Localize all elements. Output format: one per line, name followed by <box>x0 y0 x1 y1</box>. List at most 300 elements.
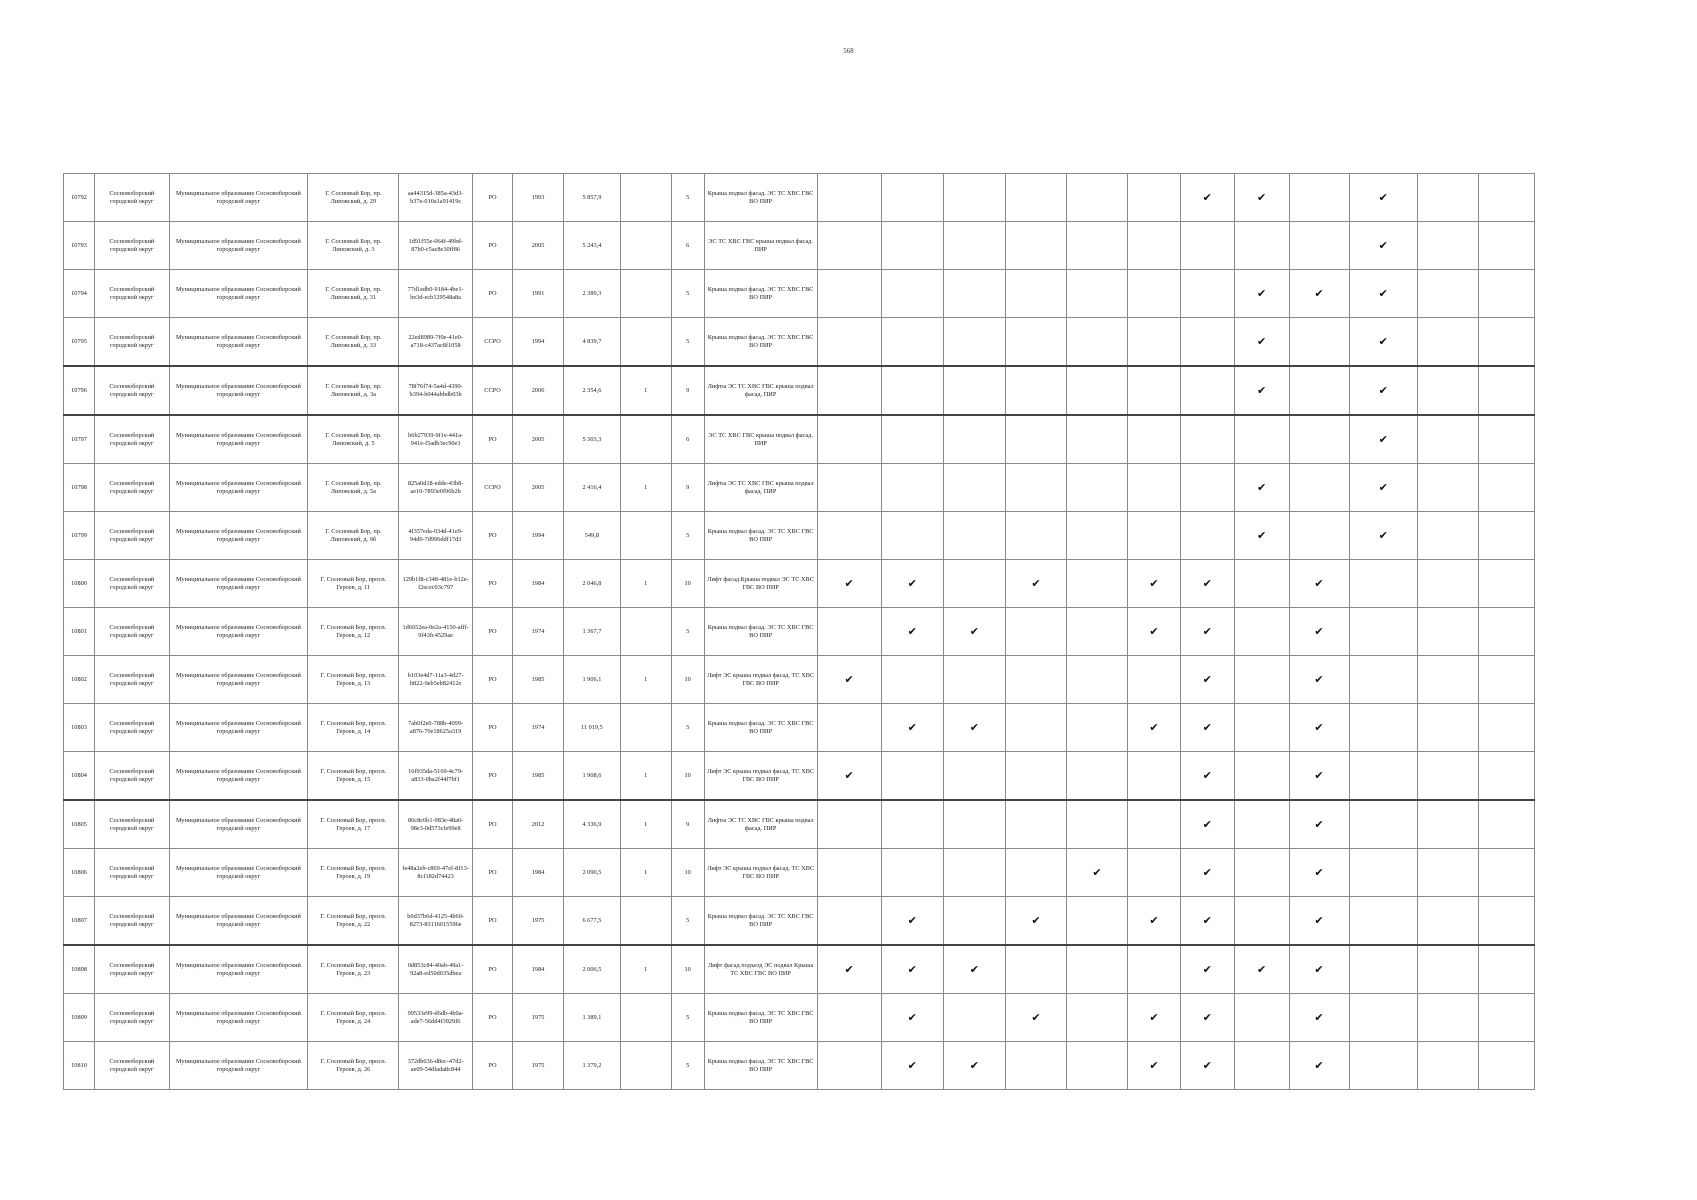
checkmark-icon: ✔ <box>1378 286 1388 300</box>
checkmark-icon: ✔ <box>1314 768 1324 782</box>
area-cell: 2 046,8 <box>563 560 620 608</box>
house-number-cell: 10805 <box>64 800 95 849</box>
work-type-cell <box>881 945 943 994</box>
fund-type-cell: РО <box>472 994 512 1042</box>
table-row <box>64 560 1535 608</box>
work-type-cell <box>1128 318 1181 367</box>
works-list-cell: Крыша подвал фасад. ЭС ТС ХВС ГВС ВО ПИР <box>704 270 817 318</box>
house-number-cell: 10807 <box>64 897 95 946</box>
table-row <box>64 270 1535 318</box>
work-type-cell <box>1066 366 1127 415</box>
work-type-cell <box>1349 318 1417 367</box>
work-type-cell <box>817 366 881 415</box>
checkmark-icon: ✔ <box>1202 576 1212 590</box>
checkmark-icon: ✔ <box>969 720 979 734</box>
house-guid-cell: 825a0d18-edde-43b8-ae10-7893e0f96b2b <box>399 464 472 512</box>
area-cell: 2 354,6 <box>563 366 620 415</box>
work-type-cell <box>817 608 881 656</box>
checkmark-icon: ✔ <box>844 576 854 590</box>
work-type-cell <box>1066 800 1127 849</box>
checkmark-icon: ✔ <box>1202 190 1212 204</box>
district-cell: Сосновоборский городской округ <box>95 1042 170 1090</box>
checkmark-icon: ✔ <box>1149 624 1159 638</box>
address-cell: Г. Сосновый Бор, пр. Липовский, д. 5а <box>308 464 399 512</box>
area-cell: 2 416,4 <box>563 464 620 512</box>
checkmark-icon: ✔ <box>1314 962 1324 976</box>
table-row <box>64 512 1535 560</box>
address-cell: Г. Сосновый Бор, просп. Героев, д. 13 <box>308 656 399 704</box>
district-cell: Сосновоборский городской округ <box>95 464 170 512</box>
area-cell: 6 677,5 <box>563 897 620 946</box>
table-row <box>64 656 1535 704</box>
works-list-cell: Крыша подвал фасад. ЭС ТС ХВС ГВС ВО ПИР <box>704 512 817 560</box>
municipality-cell: Муниципальное образование Сосновоборский городской округ <box>169 512 308 560</box>
work-type-cell <box>1128 945 1181 994</box>
work-type-cell <box>1289 897 1349 946</box>
work-type-cell <box>1005 366 1066 415</box>
district-cell: Сосновоборский городской округ <box>95 270 170 318</box>
work-type-cell <box>1128 1042 1181 1090</box>
work-type-cell <box>1180 512 1234 560</box>
area-cell: 1 389,1 <box>563 994 620 1042</box>
work-type-cell <box>1478 464 1534 512</box>
lifts-count-cell: 1 <box>620 800 671 849</box>
work-type-cell <box>1128 222 1181 270</box>
area-cell: 4 336,9 <box>563 800 620 849</box>
build-year-cell: 1975 <box>513 897 564 946</box>
checkmark-icon: ✔ <box>1314 817 1324 831</box>
checkmark-icon: ✔ <box>1149 1058 1159 1072</box>
work-type-cell <box>943 849 1005 897</box>
address-cell: Г. Сосновый Бор, пр. Липовский, д. 3 <box>308 222 399 270</box>
floors-cell: 5 <box>671 512 704 560</box>
floors-cell: 5 <box>671 897 704 946</box>
house-guid-cell: b6b27939-9f1e-441a-941e-f5adb3ec90e3 <box>399 415 472 464</box>
district-cell: Сосновоборский городской округ <box>95 897 170 946</box>
table-row <box>64 464 1535 512</box>
work-type-cell <box>817 560 881 608</box>
work-type-cell <box>817 415 881 464</box>
work-type-cell <box>1478 512 1534 560</box>
floors-cell: 5 <box>671 174 704 222</box>
works-list-cell: Крыша подвал фасад. ЭС ТС ХВС ГВС ВО ПИР <box>704 318 817 367</box>
work-type-cell <box>1180 174 1234 222</box>
municipality-cell: Муниципальное образование Сосновоборский городской округ <box>169 752 308 801</box>
work-type-cell <box>1289 415 1349 464</box>
area-cell: 4 839,7 <box>563 318 620 367</box>
lifts-count-cell <box>620 318 671 367</box>
lifts-count-cell: 1 <box>620 849 671 897</box>
work-type-cell <box>817 512 881 560</box>
address-cell: Г. Сосновый Бор, пр. Липовский, д. 9б <box>308 512 399 560</box>
work-type-cell <box>881 415 943 464</box>
build-year-cell: 1974 <box>513 608 564 656</box>
work-type-cell <box>1005 174 1066 222</box>
work-type-cell <box>1349 222 1417 270</box>
works-list-cell: Лифт ЭС крыша подвал фасад. ТС ХВС ГВС ВО ПИР <box>704 752 817 801</box>
work-type-cell <box>1234 945 1289 994</box>
work-type-cell <box>1289 1042 1349 1090</box>
work-type-cell <box>1349 994 1417 1042</box>
work-type-cell <box>1066 849 1127 897</box>
work-type-cell <box>943 174 1005 222</box>
checkmark-icon: ✔ <box>1256 528 1267 542</box>
work-type-cell <box>1128 512 1181 560</box>
work-type-cell <box>1478 270 1534 318</box>
work-type-cell <box>817 704 881 752</box>
floors-cell: 5 <box>671 994 704 1042</box>
municipality-cell: Муниципальное образование Сосновоборский городской округ <box>169 656 308 704</box>
work-type-cell <box>881 656 943 704</box>
lifts-count-cell <box>620 415 671 464</box>
checkmark-icon: ✔ <box>969 624 979 638</box>
work-type-cell <box>1128 415 1181 464</box>
lifts-count-cell: 1 <box>620 560 671 608</box>
build-year-cell: 2005 <box>513 222 564 270</box>
work-type-cell <box>817 222 881 270</box>
work-type-cell <box>1417 1042 1478 1090</box>
municipality-cell: Муниципальное образование Сосновоборский городской округ <box>169 994 308 1042</box>
work-type-cell <box>1478 800 1534 849</box>
house-guid-cell: 1d6652ea-0e2a-4150-afff-9f43fc4529ae <box>399 608 472 656</box>
fund-type-cell: РО <box>472 800 512 849</box>
checkmark-icon: ✔ <box>907 624 917 638</box>
work-type-cell <box>1478 704 1534 752</box>
municipality-cell: Муниципальное образование Сосновоборский городской округ <box>169 318 308 367</box>
table-row <box>64 945 1535 994</box>
address-cell: Г. Сосновый Бор, пр. Липовский, д. 31 <box>308 270 399 318</box>
work-type-cell <box>1180 800 1234 849</box>
lifts-count-cell <box>620 608 671 656</box>
work-type-cell <box>1349 752 1417 801</box>
table-row <box>64 174 1535 222</box>
house-guid-cell: 0d853c84-40ab-49a1-92a8-ed50d035dbea <box>399 945 472 994</box>
build-year-cell: 1993 <box>513 174 564 222</box>
work-type-cell <box>1417 464 1478 512</box>
house-guid-cell: b103e4d7-11a3-4d27-b822-9eb5eb82412e <box>399 656 472 704</box>
registry-body <box>64 174 1535 1090</box>
work-type-cell <box>1478 994 1534 1042</box>
work-type-cell <box>817 752 881 801</box>
house-guid-cell: 4f357eda-034d-41e9-94d0-7d996ddf17d3 <box>399 512 472 560</box>
work-type-cell <box>943 464 1005 512</box>
district-cell: Сосновоборский городской округ <box>95 849 170 897</box>
build-year-cell: 1984 <box>513 945 564 994</box>
work-type-cell <box>1417 174 1478 222</box>
fund-type-cell: РО <box>472 1042 512 1090</box>
works-list-cell: Лифты ЭС ТС ХВС ГВС крыша подвал фасад. ПИР <box>704 366 817 415</box>
municipality-cell: Муниципальное образование Сосновоборский городской округ <box>169 366 308 415</box>
build-year-cell: 1994 <box>513 512 564 560</box>
area-cell: 549,8 <box>563 512 620 560</box>
work-type-cell <box>1005 1042 1066 1090</box>
work-type-cell <box>881 849 943 897</box>
house-guid-cell: 78f76f74-5a4d-4390-b394-b044abbdb03b <box>399 366 472 415</box>
checkmark-icon: ✔ <box>1314 286 1324 300</box>
work-type-cell <box>1234 752 1289 801</box>
checkmark-icon: ✔ <box>907 576 917 590</box>
floors-cell: 10 <box>671 560 704 608</box>
work-type-cell <box>1180 366 1234 415</box>
works-list-cell: ЭС ТС ХВС ГВС крыша подвал фасад. ПИР <box>704 415 817 464</box>
checkmark-icon: ✔ <box>907 720 917 734</box>
work-type-cell <box>1478 222 1534 270</box>
work-type-cell <box>1289 318 1349 367</box>
checkmark-icon: ✔ <box>1202 672 1212 686</box>
work-type-cell <box>1478 1042 1534 1090</box>
work-type-cell <box>1289 464 1349 512</box>
works-list-cell: Крыша подвал фасад. ЭС ТС ХВС ГВС ВО ПИР <box>704 994 817 1042</box>
house-number-cell: 10803 <box>64 704 95 752</box>
area-cell: 5 303,3 <box>563 415 620 464</box>
house-number-cell: 10792 <box>64 174 95 222</box>
build-year-cell: 1975 <box>513 994 564 1042</box>
work-type-cell <box>1005 897 1066 946</box>
fund-type-cell: РО <box>472 415 512 464</box>
work-type-cell <box>817 656 881 704</box>
work-type-cell <box>1417 897 1478 946</box>
house-number-cell: 10804 <box>64 752 95 801</box>
lifts-count-cell <box>620 897 671 946</box>
build-year-cell: 1991 <box>513 270 564 318</box>
municipality-cell: Муниципальное образование Сосновоборский городской округ <box>169 608 308 656</box>
work-type-cell <box>817 945 881 994</box>
work-type-cell <box>817 849 881 897</box>
checkmark-icon: ✔ <box>1256 962 1267 976</box>
district-cell: Сосновоборский городской округ <box>95 994 170 1042</box>
checkmark-icon: ✔ <box>1314 1058 1324 1072</box>
checkmark-icon: ✔ <box>844 768 854 782</box>
checkmark-icon: ✔ <box>1202 962 1212 976</box>
lifts-count-cell: 1 <box>620 464 671 512</box>
district-cell: Сосновоборский городской округ <box>95 174 170 222</box>
work-type-cell <box>1417 512 1478 560</box>
work-type-cell <box>1180 656 1234 704</box>
table-row <box>64 608 1535 656</box>
lifts-count-cell: 1 <box>620 945 671 994</box>
work-type-cell <box>1289 945 1349 994</box>
address-cell: Г. Сосновый Бор, просп. Героев, д. 17 <box>308 800 399 849</box>
work-type-cell <box>881 897 943 946</box>
work-type-cell <box>1234 560 1289 608</box>
floors-cell: 6 <box>671 222 704 270</box>
work-type-cell <box>1478 318 1534 367</box>
district-cell: Сосновоборский городской округ <box>95 366 170 415</box>
house-number-cell: 10794 <box>64 270 95 318</box>
build-year-cell: 1974 <box>513 704 564 752</box>
work-type-cell <box>1349 608 1417 656</box>
address-cell: Г. Сосновый Бор, просп. Героев, д. 15 <box>308 752 399 801</box>
work-type-cell <box>817 1042 881 1090</box>
table-row <box>64 704 1535 752</box>
checkmark-icon: ✔ <box>1149 1010 1159 1024</box>
area-cell: 1 367,7 <box>563 608 620 656</box>
work-type-cell <box>1128 464 1181 512</box>
work-type-cell <box>1289 752 1349 801</box>
house-guid-cell: fe48a2eb-c869-47ef-8f13-8cf182d74423 <box>399 849 472 897</box>
work-type-cell <box>1128 897 1181 946</box>
checkmark-icon: ✔ <box>1031 576 1041 590</box>
work-type-cell <box>1128 994 1181 1042</box>
work-type-cell <box>1289 994 1349 1042</box>
work-type-cell <box>1478 608 1534 656</box>
work-type-cell <box>1066 222 1127 270</box>
work-type-cell <box>1128 560 1181 608</box>
works-list-cell: Лифты ЭС ТС ХВС ГВС крыша подвал фасад. ПИР <box>704 800 817 849</box>
work-type-cell <box>1478 849 1534 897</box>
work-type-cell <box>1128 608 1181 656</box>
work-type-cell <box>1066 656 1127 704</box>
works-list-cell: Лифт фасад.Крыша подвал ЭС ТС ХВС ГВС ВО ПИР <box>704 560 817 608</box>
work-type-cell <box>1005 222 1066 270</box>
build-year-cell: 2005 <box>513 464 564 512</box>
district-cell: Сосновоборский городской округ <box>95 222 170 270</box>
house-guid-cell: 129b1f8-c348-481e-b12e-f2ecec03c797 <box>399 560 472 608</box>
work-type-cell <box>1234 415 1289 464</box>
work-type-cell <box>817 464 881 512</box>
checkmark-icon: ✔ <box>1314 913 1324 927</box>
work-type-cell <box>1478 560 1534 608</box>
work-type-cell <box>1066 704 1127 752</box>
work-type-cell <box>943 512 1005 560</box>
work-type-cell <box>1234 222 1289 270</box>
work-type-cell <box>1128 752 1181 801</box>
work-type-cell <box>1417 752 1478 801</box>
area-cell: 1 379,2 <box>563 1042 620 1090</box>
area-cell: 2 389,3 <box>563 270 620 318</box>
checkmark-icon: ✔ <box>1149 913 1159 927</box>
checkmark-icon: ✔ <box>907 1010 917 1024</box>
checkmark-icon: ✔ <box>1378 190 1388 204</box>
municipality-cell: Муниципальное образование Сосновоборский городской округ <box>169 270 308 318</box>
work-type-cell <box>1417 415 1478 464</box>
work-type-cell <box>1005 800 1066 849</box>
floors-cell: 5 <box>671 704 704 752</box>
area-cell: 2 006,5 <box>563 945 620 994</box>
house-number-cell: 10795 <box>64 318 95 367</box>
house-number-cell: 10797 <box>64 415 95 464</box>
work-type-cell <box>1417 849 1478 897</box>
fund-type-cell: ССРО <box>472 464 512 512</box>
floors-cell: 9 <box>671 464 704 512</box>
area-cell: 2 090,5 <box>563 849 620 897</box>
district-cell: Сосновоборский городской округ <box>95 945 170 994</box>
house-number-cell: 10798 <box>64 464 95 512</box>
checkmark-icon: ✔ <box>1256 334 1267 348</box>
municipality-cell: Муниципальное образование Сосновоборский городской округ <box>169 704 308 752</box>
municipality-cell: Муниципальное образование Сосновоборский городской округ <box>169 897 308 946</box>
work-type-cell <box>881 366 943 415</box>
work-type-cell <box>1128 704 1181 752</box>
work-type-cell <box>1234 897 1289 946</box>
fund-type-cell: РО <box>472 656 512 704</box>
floors-cell: 5 <box>671 608 704 656</box>
work-type-cell <box>1289 222 1349 270</box>
work-type-cell <box>1349 560 1417 608</box>
work-type-cell <box>943 704 1005 752</box>
fund-type-cell: РО <box>472 849 512 897</box>
work-type-cell <box>1005 270 1066 318</box>
lifts-count-cell <box>620 512 671 560</box>
works-list-cell: Лифт ЭС крыша подвал фасад. ТС ХВС ГВС ВО ПИР <box>704 849 817 897</box>
checkmark-icon: ✔ <box>1314 672 1324 686</box>
work-type-cell <box>1349 366 1417 415</box>
work-type-cell <box>1180 897 1234 946</box>
work-type-cell <box>943 1042 1005 1090</box>
work-type-cell <box>881 560 943 608</box>
work-type-cell <box>1417 222 1478 270</box>
housing-registry-table <box>63 173 1535 1090</box>
work-type-cell <box>1417 994 1478 1042</box>
work-type-cell <box>1066 1042 1127 1090</box>
municipality-cell: Муниципальное образование Сосновоборский городской округ <box>169 945 308 994</box>
work-type-cell <box>943 656 1005 704</box>
work-type-cell <box>1234 849 1289 897</box>
work-type-cell <box>1005 945 1066 994</box>
checkmark-icon: ✔ <box>1256 383 1267 397</box>
work-type-cell <box>817 897 881 946</box>
checkmark-icon: ✔ <box>1202 913 1212 927</box>
house-guid-cell: 99533e99-d6db-4b0a-ade7-56dd4f3929f6 <box>399 994 472 1042</box>
work-type-cell <box>1005 656 1066 704</box>
work-type-cell <box>1128 270 1181 318</box>
area-cell: 1 908,6 <box>563 752 620 801</box>
lifts-count-cell <box>620 270 671 318</box>
checkmark-icon: ✔ <box>1202 768 1212 782</box>
work-type-cell <box>1066 512 1127 560</box>
work-type-cell <box>817 174 881 222</box>
checkmark-icon: ✔ <box>1256 190 1267 204</box>
work-type-cell <box>881 1042 943 1090</box>
work-type-cell <box>1349 1042 1417 1090</box>
municipality-cell: Муниципальное образование Сосновоборский городской округ <box>169 800 308 849</box>
work-type-cell <box>1289 174 1349 222</box>
work-type-cell <box>1349 415 1417 464</box>
checkmark-icon: ✔ <box>844 962 854 976</box>
municipality-cell: Муниципальное образование Сосновоборский городской округ <box>169 464 308 512</box>
checkmark-icon: ✔ <box>1202 624 1212 638</box>
work-type-cell <box>1417 608 1478 656</box>
house-number-cell: 10810 <box>64 1042 95 1090</box>
work-type-cell <box>943 752 1005 801</box>
build-year-cell: 2012 <box>513 800 564 849</box>
checkmark-icon: ✔ <box>1314 624 1324 638</box>
district-cell: Сосновоборский городской округ <box>95 608 170 656</box>
work-type-cell <box>1289 849 1349 897</box>
work-type-cell <box>1417 318 1478 367</box>
lifts-count-cell: 1 <box>620 656 671 704</box>
work-type-cell <box>1417 656 1478 704</box>
lifts-count-cell <box>620 994 671 1042</box>
municipality-cell: Муниципальное образование Сосновоборский городской округ <box>169 1042 308 1090</box>
work-type-cell <box>1066 174 1127 222</box>
house-guid-cell: 86c8c6b1-983e-48a0-98e3-0d573cfe99e8 <box>399 800 472 849</box>
floors-cell: 5 <box>671 318 704 367</box>
fund-type-cell: РО <box>472 560 512 608</box>
house-number-cell: 10796 <box>64 366 95 415</box>
build-year-cell: 2005 <box>513 415 564 464</box>
floors-cell: 9 <box>671 366 704 415</box>
district-cell: Сосновоборский городской округ <box>95 704 170 752</box>
work-type-cell <box>1349 512 1417 560</box>
work-type-cell <box>1417 945 1478 994</box>
work-type-cell <box>1128 656 1181 704</box>
work-type-cell <box>1180 270 1234 318</box>
work-type-cell <box>1417 270 1478 318</box>
work-type-cell <box>1005 560 1066 608</box>
area-cell: 5 857,9 <box>563 174 620 222</box>
works-list-cell: Крыша подвал фасад. ЭС ТС ХВС ГВС ВО ПИР <box>704 897 817 946</box>
